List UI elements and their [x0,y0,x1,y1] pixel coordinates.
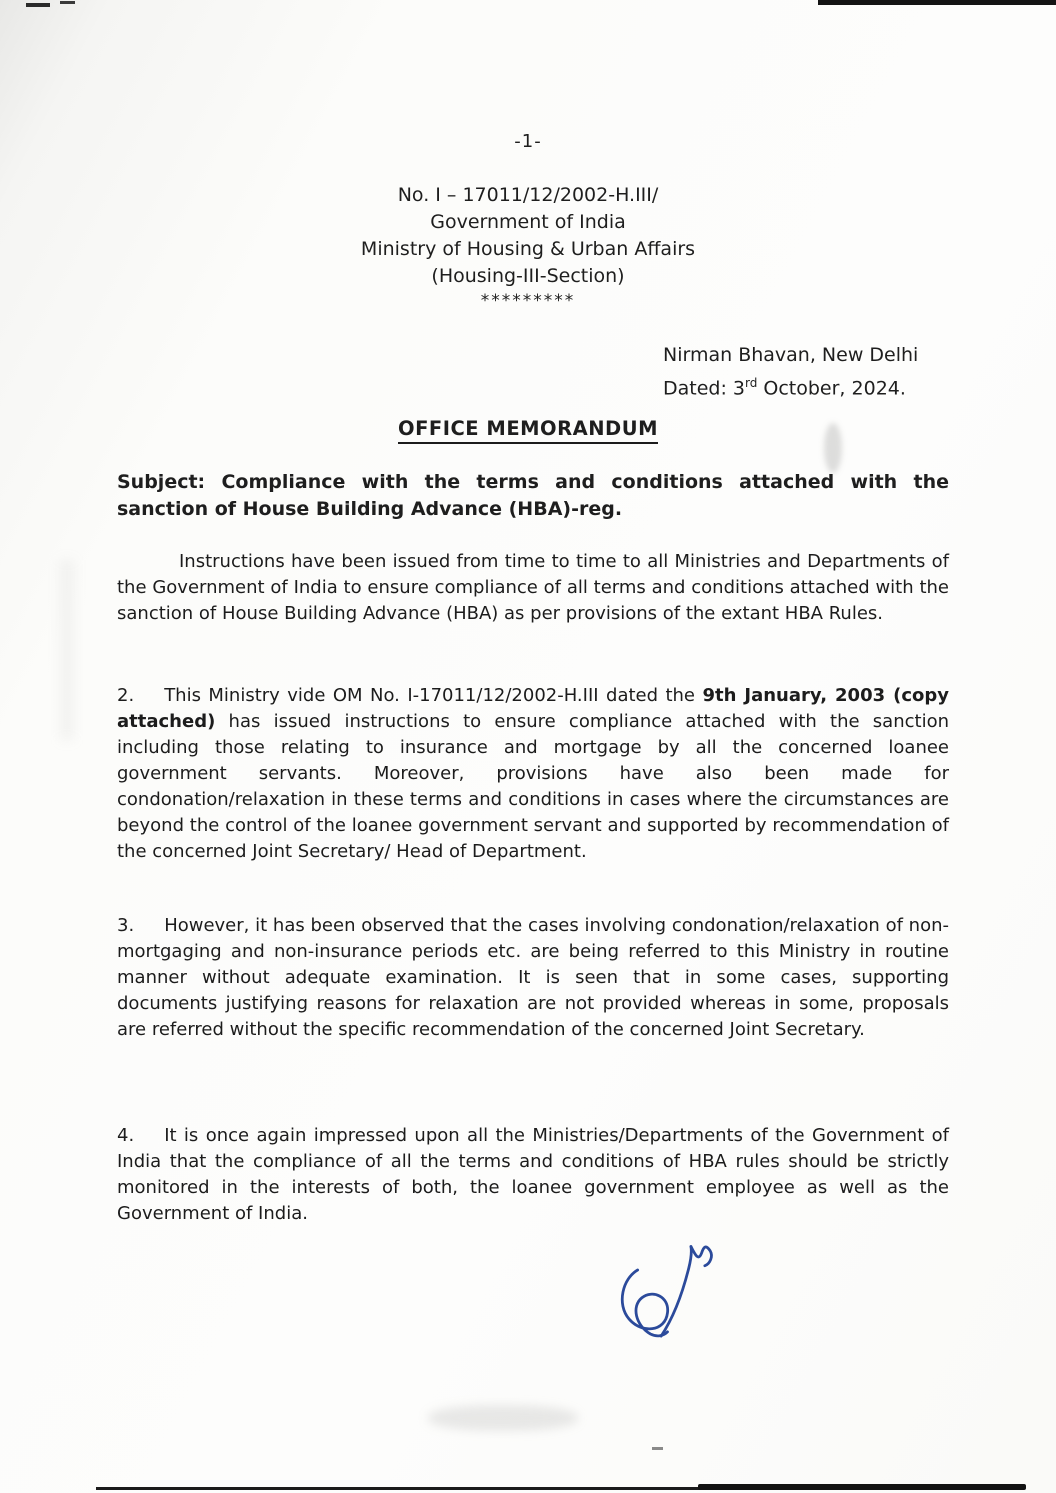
scan-artifact-top-edge [818,0,1056,5]
paragraph-2: 2. This Ministry vide OM No. I-17011/12/2002-H.III dated the 9th January, 2003 (copy attached) has issued instructions to ensure compliance attached with the sanction including those relating to insurance and mortgage by all the concerned loanee government servants. Moreover, provisions have also been made for condonation/relaxation in these terms and conditions in cases where the circumstances are beyond the control of the loanee government servant and supported by recommendation of the concerned Joint Secretary/ Head of Department. [117,685,949,862]
scan-artifact-mark [26,3,50,7]
paragraph-3: 3. However, it has been observed that the cases involving condonation/relaxation of non-mortgaging and non-insurance periods etc. are being referred to this Ministry in routine manner without adequate examination. It is seen that in some cases, supporting documents justifying reasons for relaxation are not provided whereas in some, proposals are referred without the specific recommendation of the concerned Joint Secretary. [117,915,949,1040]
scan-artifact-bottom-edge [96,1487,700,1490]
scan-smudge [60,560,74,740]
scan-artifact-bottom-edge [698,1484,1026,1490]
paragraph-number: 2. [117,685,135,706]
paragraph-1: Instructions have been issued from time to time to all Ministries and Departments of the Government of India to ensure compliance of all terms and conditions attached with the sanction of House Building Advance (HBA) as per provisions of the extant HBA Rules. [117,551,949,624]
paragraph-number: 4. [117,1125,135,1146]
scan-smudge [428,1405,578,1431]
paragraph-4: 4. It is once again impressed upon all the Ministries/Departments of the Government of India that the compliance of all the terms and conditions of HBA rules should be strictly monitored in the interests of both, the loanee government employee as well as the Government of India. [117,1125,949,1224]
scan-artifact-mark [60,1,75,4]
page-number: -1- [514,131,542,152]
section-name: (Housing-III-Section) [431,265,625,287]
place-line: Nirman Bhavan, New Delhi [663,344,919,366]
date-line: Dated: 3rd October, 2024. [663,376,906,400]
letterhead [0,182,1056,312]
ordinal-superscript: rd [745,376,758,390]
signature-icon [610,1238,725,1350]
dateline [663,341,918,402]
subject-line: Subject: Compliance with the terms and conditions attached with the sanction of House Building Advance (HBA)-reg. [117,471,949,520]
paragraph-number: 3. [117,915,135,936]
scan-artifact-mark [652,1447,663,1450]
document-title: OFFICE MEMORANDUM [0,417,1056,444]
ministry-name: Ministry of Housing & Urban Affairs [360,238,696,260]
org-name: Government of India [430,211,626,233]
star-separator: ********* [480,291,576,311]
bold-date-reference: 9th January, 2003 (copy attached) [117,685,949,732]
reference-number: No. I – 17011/12/2002-H.III/ [397,184,659,206]
